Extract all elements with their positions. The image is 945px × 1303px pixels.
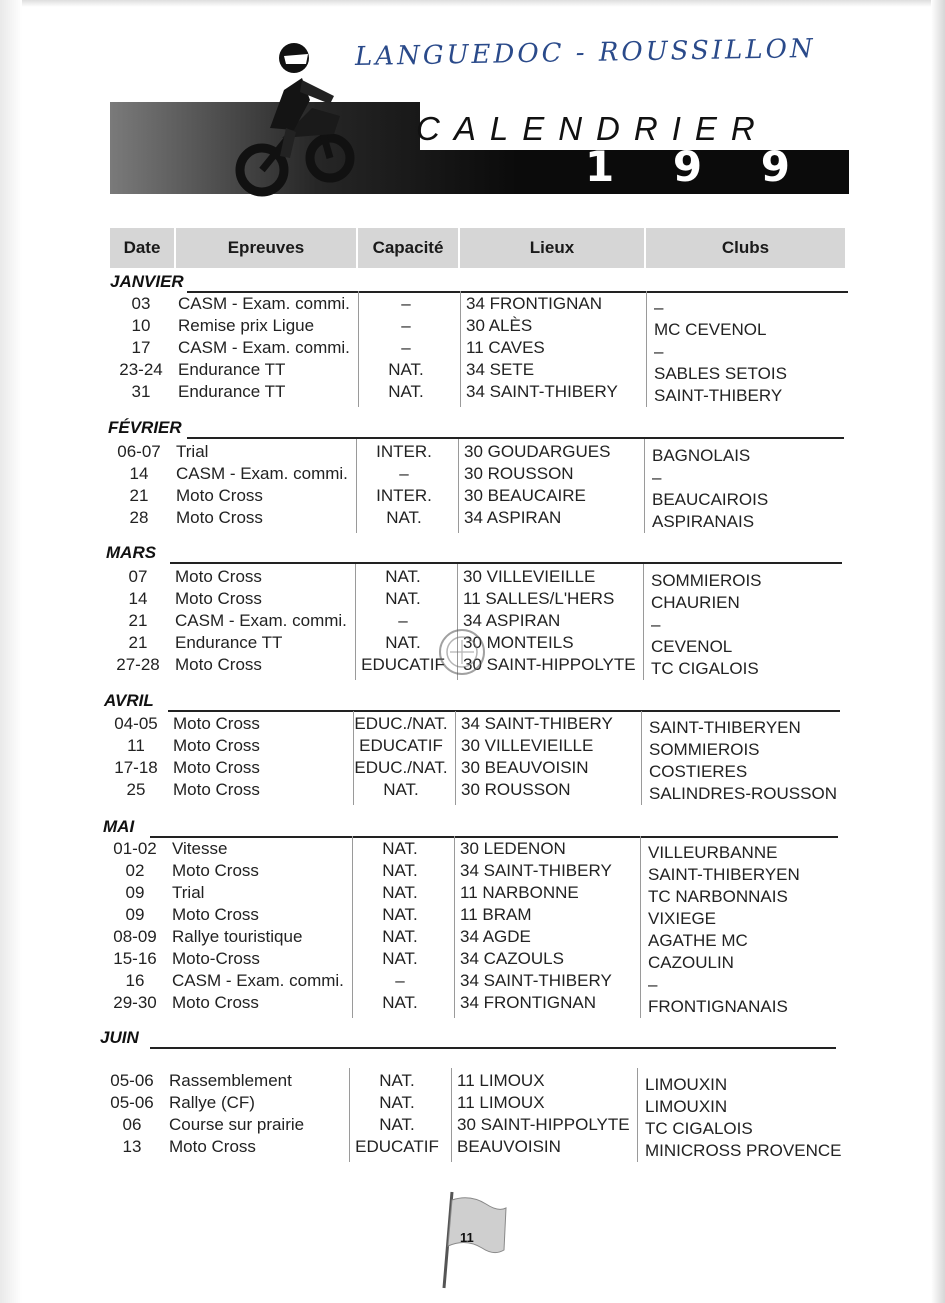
event-location: 30 MONTEILS [463, 633, 574, 652]
event-capacity: NAT. [382, 883, 418, 902]
month-divider [187, 437, 844, 439]
event-club: SOMMIEROIS [651, 571, 762, 590]
event-club: – [651, 615, 661, 634]
event-capacity: EDUC./NAT. [354, 758, 448, 777]
event-location: 30 LEDENON [460, 839, 566, 858]
event-location: 30 ROUSSON [464, 464, 574, 483]
month-label: MARS [106, 543, 157, 562]
event-club: SAINT-THIBERY [654, 386, 783, 405]
event-date: 01-02 [113, 839, 157, 858]
column-divider [458, 439, 459, 533]
event-capacity: NAT. [382, 927, 418, 946]
event-name: Moto Cross [175, 589, 262, 608]
event-name: Trial [176, 442, 209, 461]
event-date: 15-16 [113, 949, 157, 968]
event-location: 34 FRONTIGNAN [460, 993, 597, 1012]
event-location: 34 AGDE [460, 927, 531, 946]
event-name: Moto Cross [175, 655, 262, 674]
event-location: 30 BEAUVOISIN [461, 758, 589, 777]
library-stamp-icon [432, 622, 492, 682]
event-location: 34 CAZOULS [460, 949, 564, 968]
event-location: 34 ASPIRAN [464, 508, 562, 527]
event-club: TC NARBONNAIS [648, 887, 788, 906]
header-capacite: Capacité [358, 228, 458, 268]
header-clubs: Clubs [646, 228, 845, 268]
event-club: AGATHE MC [648, 931, 748, 950]
event-name: Endurance TT [178, 360, 286, 379]
event-date: 06 [122, 1115, 142, 1134]
event-location: 11 CAVES [466, 338, 545, 357]
event-capacity: EDUCATIF [361, 655, 445, 674]
event-location: 11 LIMOUX [457, 1071, 545, 1090]
header-epreuves: Epreuves [176, 228, 356, 268]
event-club: SABLES SETOIS [654, 364, 787, 383]
event-location: 30 SAINT-HIPPOLYTE [463, 655, 636, 674]
event-name: Moto Cross [173, 736, 260, 755]
event-name: Moto Cross [175, 567, 262, 586]
event-name: Moto Cross [173, 758, 260, 777]
event-location: 30 GOUDARGUES [464, 442, 611, 461]
event-club: CEVENOL [651, 637, 733, 656]
event-date: 21 [128, 611, 148, 630]
column-divider [455, 711, 456, 805]
event-club: COSTIERES [649, 762, 748, 781]
event-date: 04-05 [114, 714, 158, 733]
event-capacity: EDUCATIF [359, 736, 443, 755]
column-divider [646, 291, 647, 407]
event-date: 08-09 [113, 927, 157, 946]
month-label: JUIN [100, 1028, 139, 1047]
event-location: 34 ASPIRAN [463, 611, 561, 630]
event-name: Endurance TT [178, 382, 286, 401]
calendar-year: 1 9 9 9 [585, 142, 900, 191]
event-name: Trial [172, 883, 205, 902]
event-date: 14 [128, 589, 148, 608]
column-divider [643, 564, 644, 680]
event-capacity: NAT. [382, 905, 418, 924]
event-club: BAGNOLAIS [652, 446, 751, 465]
event-capacity: NAT. [382, 861, 418, 880]
event-club: – [652, 468, 662, 487]
event-name: Vitesse [172, 839, 228, 858]
event-club: BEAUCAIROIS [652, 490, 769, 509]
event-club: CHAURIEN [651, 593, 740, 612]
event-date: 10 [131, 316, 151, 335]
event-location: 30 ROUSSON [461, 780, 571, 799]
event-name: Endurance TT [175, 633, 283, 652]
event-location: 34 SETE [466, 360, 535, 379]
checkered-flag-icon [440, 1190, 510, 1290]
event-name: Rassemblement [169, 1071, 292, 1090]
event-location: 30 VILLEVIEILLE [461, 736, 594, 755]
event-capacity: – [401, 316, 411, 335]
event-location: 11 BRAM [460, 905, 532, 924]
event-club: VIXIEGE [648, 909, 717, 928]
event-location: 34 SAINT-THIBERY [466, 382, 618, 401]
event-club: SAINT-THIBERYEN [648, 865, 800, 884]
event-date: 02 [125, 861, 145, 880]
event-date: 16 [125, 971, 145, 990]
event-capacity: NAT. [382, 839, 418, 858]
column-divider [460, 291, 461, 407]
event-date: 05-06 [110, 1093, 154, 1112]
column-divider [641, 711, 642, 805]
event-name: Moto Cross [176, 508, 263, 527]
event-location: 34 SAINT-THIBERY [461, 714, 613, 733]
event-club: MC CEVENOL [654, 320, 767, 339]
event-club: VILLEURBANNE [648, 843, 778, 862]
month-divider [170, 562, 842, 564]
event-name: Rallye (CF) [169, 1093, 255, 1112]
event-name: Moto Cross [172, 993, 259, 1012]
page-right-edge [931, 0, 945, 1303]
event-name: Moto Cross [169, 1137, 256, 1156]
event-location: BEAUVOISIN [457, 1137, 561, 1156]
event-name: CASM - Exam. commi. [178, 338, 350, 357]
column-divider [637, 1068, 638, 1162]
event-date: 25 [126, 780, 146, 799]
event-capacity: NAT. [382, 949, 418, 968]
event-name: CASM - Exam. commi. [178, 294, 350, 313]
event-club: TC CIGALOIS [645, 1119, 753, 1138]
event-name: Moto Cross [172, 861, 259, 880]
event-date: 27-28 [116, 655, 160, 674]
event-club: LIMOUXIN [645, 1097, 728, 1116]
event-capacity: NAT. [386, 508, 422, 527]
event-name: Moto Cross [176, 486, 263, 505]
event-location: 11 LIMOUX [457, 1093, 545, 1112]
event-capacity: NAT. [385, 633, 421, 652]
event-club: – [654, 298, 664, 317]
event-date: 29-30 [113, 993, 157, 1012]
event-capacity: NAT. [388, 382, 424, 401]
event-location: 34 FRONTIGNAN [466, 294, 603, 313]
month-label: JANVIER [110, 272, 184, 291]
header-date: Date [110, 228, 174, 268]
event-club: FRONTIGNANAIS [648, 997, 788, 1016]
event-capacity: INTER. [376, 486, 432, 505]
month-label: AVRIL [104, 691, 154, 710]
event-name: Moto Cross [173, 714, 260, 733]
month-label: FÉVRIER [108, 418, 182, 437]
column-divider [640, 836, 641, 1018]
motocross-rider-icon [222, 38, 362, 198]
event-club: MINICROSS PROVENCE [645, 1141, 842, 1160]
event-capacity: EDUC./NAT. [354, 714, 448, 733]
event-capacity: – [401, 294, 411, 313]
event-capacity: – [395, 971, 405, 990]
event-location: 30 VILLEVIEILLE [463, 567, 596, 586]
event-club: TC CIGALOIS [651, 659, 759, 678]
event-date: 05-06 [110, 1071, 154, 1090]
event-location: 11 NARBONNE [460, 883, 579, 902]
event-date: 23-24 [119, 360, 163, 379]
event-date: 17-18 [114, 758, 158, 777]
event-capacity: NAT. [385, 589, 421, 608]
event-name: CASM - Exam. commi. [176, 464, 348, 483]
event-capacity: NAT. [383, 780, 419, 799]
event-date: 09 [125, 905, 145, 924]
event-name: Moto Cross [173, 780, 260, 799]
event-location: 11 SALLES/L'HERS [463, 589, 615, 608]
header-lieux: Lieux [460, 228, 644, 268]
event-name: Remise prix Ligue [178, 316, 315, 335]
event-date: 09 [125, 883, 145, 902]
event-capacity: NAT. [379, 1071, 415, 1090]
event-date: 11 [127, 736, 145, 755]
event-capacity: – [398, 611, 408, 630]
column-divider [451, 1068, 452, 1162]
event-date: 14 [129, 464, 149, 483]
month-divider [168, 710, 840, 712]
event-date: 21 [129, 486, 149, 505]
event-location: 30 SAINT-HIPPOLYTE [457, 1115, 630, 1134]
event-name: CASM - Exam. commi. [175, 611, 347, 630]
event-club: ASPIRANAIS [652, 512, 755, 531]
month-divider [150, 1047, 836, 1049]
event-capacity: – [401, 338, 411, 357]
event-capacity: NAT. [385, 567, 421, 586]
event-club: SOMMIEROIS [649, 740, 760, 759]
event-club: – [654, 342, 664, 361]
event-club: LIMOUXIN [645, 1075, 728, 1094]
event-club: SALINDRES-ROUSSON [649, 784, 837, 803]
event-name: Course sur prairie [169, 1115, 305, 1134]
page-top-edge [0, 0, 945, 7]
month-label: MAI [103, 817, 135, 836]
event-capacity: NAT. [382, 993, 418, 1012]
event-club: SAINT-THIBERYEN [649, 718, 801, 737]
column-divider [644, 439, 645, 533]
page-left-edge [0, 0, 22, 1303]
event-date: 07 [128, 567, 148, 586]
event-date: 28 [129, 508, 149, 527]
event-location: 34 SAINT-THIBERY [460, 861, 612, 880]
event-capacity: NAT. [379, 1093, 415, 1112]
event-name: Moto-Cross [172, 949, 260, 968]
event-club: CAZOULIN [648, 953, 734, 972]
event-name: CASM - Exam. commi. [172, 971, 344, 990]
calendar-title: CALENDRIER [416, 110, 769, 147]
event-location: 30 BEAUCAIRE [464, 486, 586, 505]
event-name: Rallye touristique [172, 927, 303, 946]
event-date: 13 [122, 1137, 142, 1156]
event-capacity: NAT. [379, 1115, 415, 1134]
event-capacity: INTER. [376, 442, 432, 461]
event-location: 34 SAINT-THIBERY [460, 971, 612, 990]
event-name: Moto Cross [172, 905, 259, 924]
handwritten-region-note: LANGUEDOC - ROUSSILLON [354, 33, 816, 73]
event-capacity: – [399, 464, 409, 483]
event-capacity: NAT. [388, 360, 424, 379]
event-date: 31 [131, 382, 151, 401]
event-location: 30 ALÈS [466, 316, 533, 335]
event-date: 06-07 [117, 442, 161, 461]
event-capacity: EDUCATIF [355, 1137, 439, 1156]
event-club: – [648, 975, 658, 994]
column-divider [454, 836, 455, 1018]
event-date: 17 [131, 338, 151, 357]
event-date: 21 [128, 633, 148, 652]
event-date: 03 [131, 294, 151, 313]
page-number: 11 [460, 1230, 474, 1245]
